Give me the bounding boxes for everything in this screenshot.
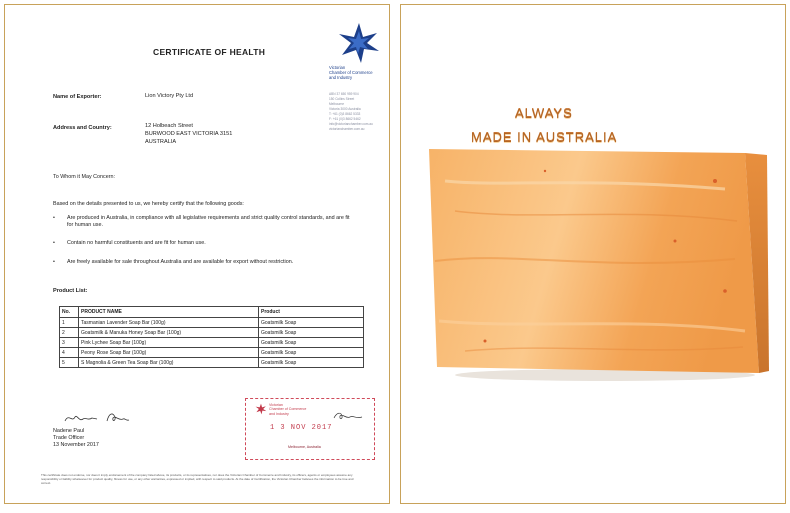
table-row [60, 348, 364, 358]
intro-text: Based on the details presented to us, we hereby certify that the following goods: [53, 201, 244, 207]
table-cell: Peony Rose Soap Bar (100g) [79, 348, 259, 358]
address-label: Address and Country: [53, 125, 112, 131]
stamp-org: Victorian Chamber of Commerce and Industry [269, 403, 307, 416]
table-cell: Goatsmilk Soap [259, 318, 364, 328]
table-row [60, 358, 364, 368]
contact-line: info@victorianchamber.com.au [329, 122, 373, 126]
table-cell: Tasmanian Lavender Soap Bar (100g) [79, 318, 259, 328]
table-cell: Goatsmilk Soap [259, 348, 364, 358]
table-row [60, 328, 364, 338]
soap-emboss-line2: MADE IN AUSTRALIA [471, 130, 618, 145]
stamp-place: Melbourne, Australia [288, 445, 321, 449]
table-cell: S Magnolia & Green Tea Soap Bar (100g) [79, 358, 259, 368]
signatory-title: Trade Officer [53, 435, 85, 441]
column-header: PRODUCT NAME [79, 307, 259, 318]
contact-line: ABN 37 650 959 904 [329, 92, 359, 96]
certificate-title: CERTIFICATE OF HEALTH [153, 47, 266, 57]
signatory-block [53, 428, 99, 449]
address-value: 12 Holbeach Street BURWOOD EAST VICTORIA 3151 AUSTRALIA [145, 123, 233, 145]
product-photo-panel [400, 4, 786, 504]
table-row [60, 318, 364, 328]
contact-line: T: +61 (0)3 8662 5333 [329, 112, 361, 116]
contact-line: victorianchamber.com.au [329, 127, 365, 131]
stamp-date: 1 3 NOV 2017 [270, 424, 333, 432]
contact-line: F: +61 (0)3 8662 5462 [329, 117, 361, 121]
table-row [60, 338, 364, 348]
official-stamp [245, 398, 375, 460]
contact-line: 150 Collins Street [329, 97, 355, 101]
product-list-label: Product List: [53, 288, 88, 294]
table-cell: 4 [60, 348, 79, 358]
table-cell: Goatsmilk Soap [259, 338, 364, 348]
product-table [59, 306, 364, 368]
table-cell: Pink Lychee Soap Bar (100g) [79, 338, 259, 348]
exporter-value: Lion Victory Pty Ltd [145, 93, 194, 99]
soap-emboss-line1: ALWAYS [515, 106, 573, 121]
chamber-name: Victorian Chamber of Commerce and Industry [329, 65, 373, 80]
contact-line: Melbourne [329, 102, 345, 106]
table-cell: 3 [60, 338, 79, 348]
table-cell: 1 [60, 318, 79, 328]
exporter-label: Name of Exporter: [53, 94, 102, 100]
certificate-panel: CERTIFICATE OF HEALTH Victorian Chamber of Commerce and Industry ABN 37 650 959 904 150 Collins Street Melbourne Victoria 3000 Australia T: +61 (0)3 8662 5333 F: +61 (0)3 8662 5462 info@victorianchamber.com.au victorianchamber.com.au Name of Exporter: Lion Victory Pty Ltd Address and Country: 12 Holbeach Street BURWOOD EAST VICTORIA 3151 AUSTRALIA To Whom it May Concern: Based on the details presented to us, we hereby certify that the following goods: • Are produced in Australia, in compliance with all legislative requirements and strict quality control standards, and are fit for human use. • Contain no harmful constituents and are fit for human use. • Are freely available for sale throughout Australia and are available for export without restriction. Product List: No. PRODUCT NAME Product 1 Tasmanian Lavender Soap Bar (100g) Goatsmilk Soap 2 Goatsmilk & Manuka Honey Soap Bar (100g) Goatsmilk Soap 3 Pink Lychee Soap Bar (100g) Goatsmilk Soap 4 Peony Rose Soap Bar (100g) Goatsmilk Soap 5 S Magnolia & Green Tea Soap Bar (100g) Goatsmilk Soap Nadene Paul Trade Officer 13 November 2017 Victorian Chamber of Commerce and Industry 1 3 NOV 2017 Melbourne, Australia This certificate does not endorse, nor does it imply endorsement of the company listed above, its products, or its representatives, nor does the Victorian Chamber of Commerce and Industry, its officers, agents or employees assume any responsibility or liability whatsoever for product quality, fitness for use, or any other warranties, expressed or implied, with respect to said products. At the date of Certification, the Victorian Chamber believes the information to be true and correct. [4, 4, 390, 504]
signatory-name: Nadene Paul [53, 428, 85, 434]
column-header: No. [60, 307, 79, 318]
signature-image [63, 409, 143, 427]
contact-line: Victoria 3000 Australia [329, 107, 361, 111]
table-cell: Goatsmilk Soap [259, 358, 364, 368]
soap-bar-image [425, 141, 771, 381]
table-header-row [60, 307, 364, 318]
stamp-star-icon [254, 402, 268, 416]
table-cell: 2 [60, 328, 79, 338]
bullet-item: • Are produced in Australia, in compliance with all legislative requirements and strict quality control standards, and are fit for human use. [53, 215, 350, 228]
table-cell: Goatsmilk & Manuka Honey Soap Bar (100g) [79, 328, 259, 338]
salutation: To Whom it May Concern: [53, 174, 116, 180]
stamp-signature [332, 409, 368, 423]
table-cell: 5 [60, 358, 79, 368]
chamber-contact [329, 92, 391, 132]
disclaimer-footer: This certificate does not endorse, nor does it imply endorsement of the company listed above, its products, or its representatives, nor does the Victorian Chamber of Commerce and Industry, its officers, agents or employees assume any responsibility or liability whatsoever for product quality, fitness for use, or any other warranties, expressed or implied, with respect to said products. At the date of Certification, the Victorian Chamber believes the information to be true and correct. [41, 473, 354, 485]
signatory-date: 13 November 2017 [53, 442, 99, 448]
chamber-star-logo [333, 21, 385, 65]
table-cell: Goatsmilk Soap [259, 328, 364, 338]
column-header: Product [259, 307, 364, 318]
